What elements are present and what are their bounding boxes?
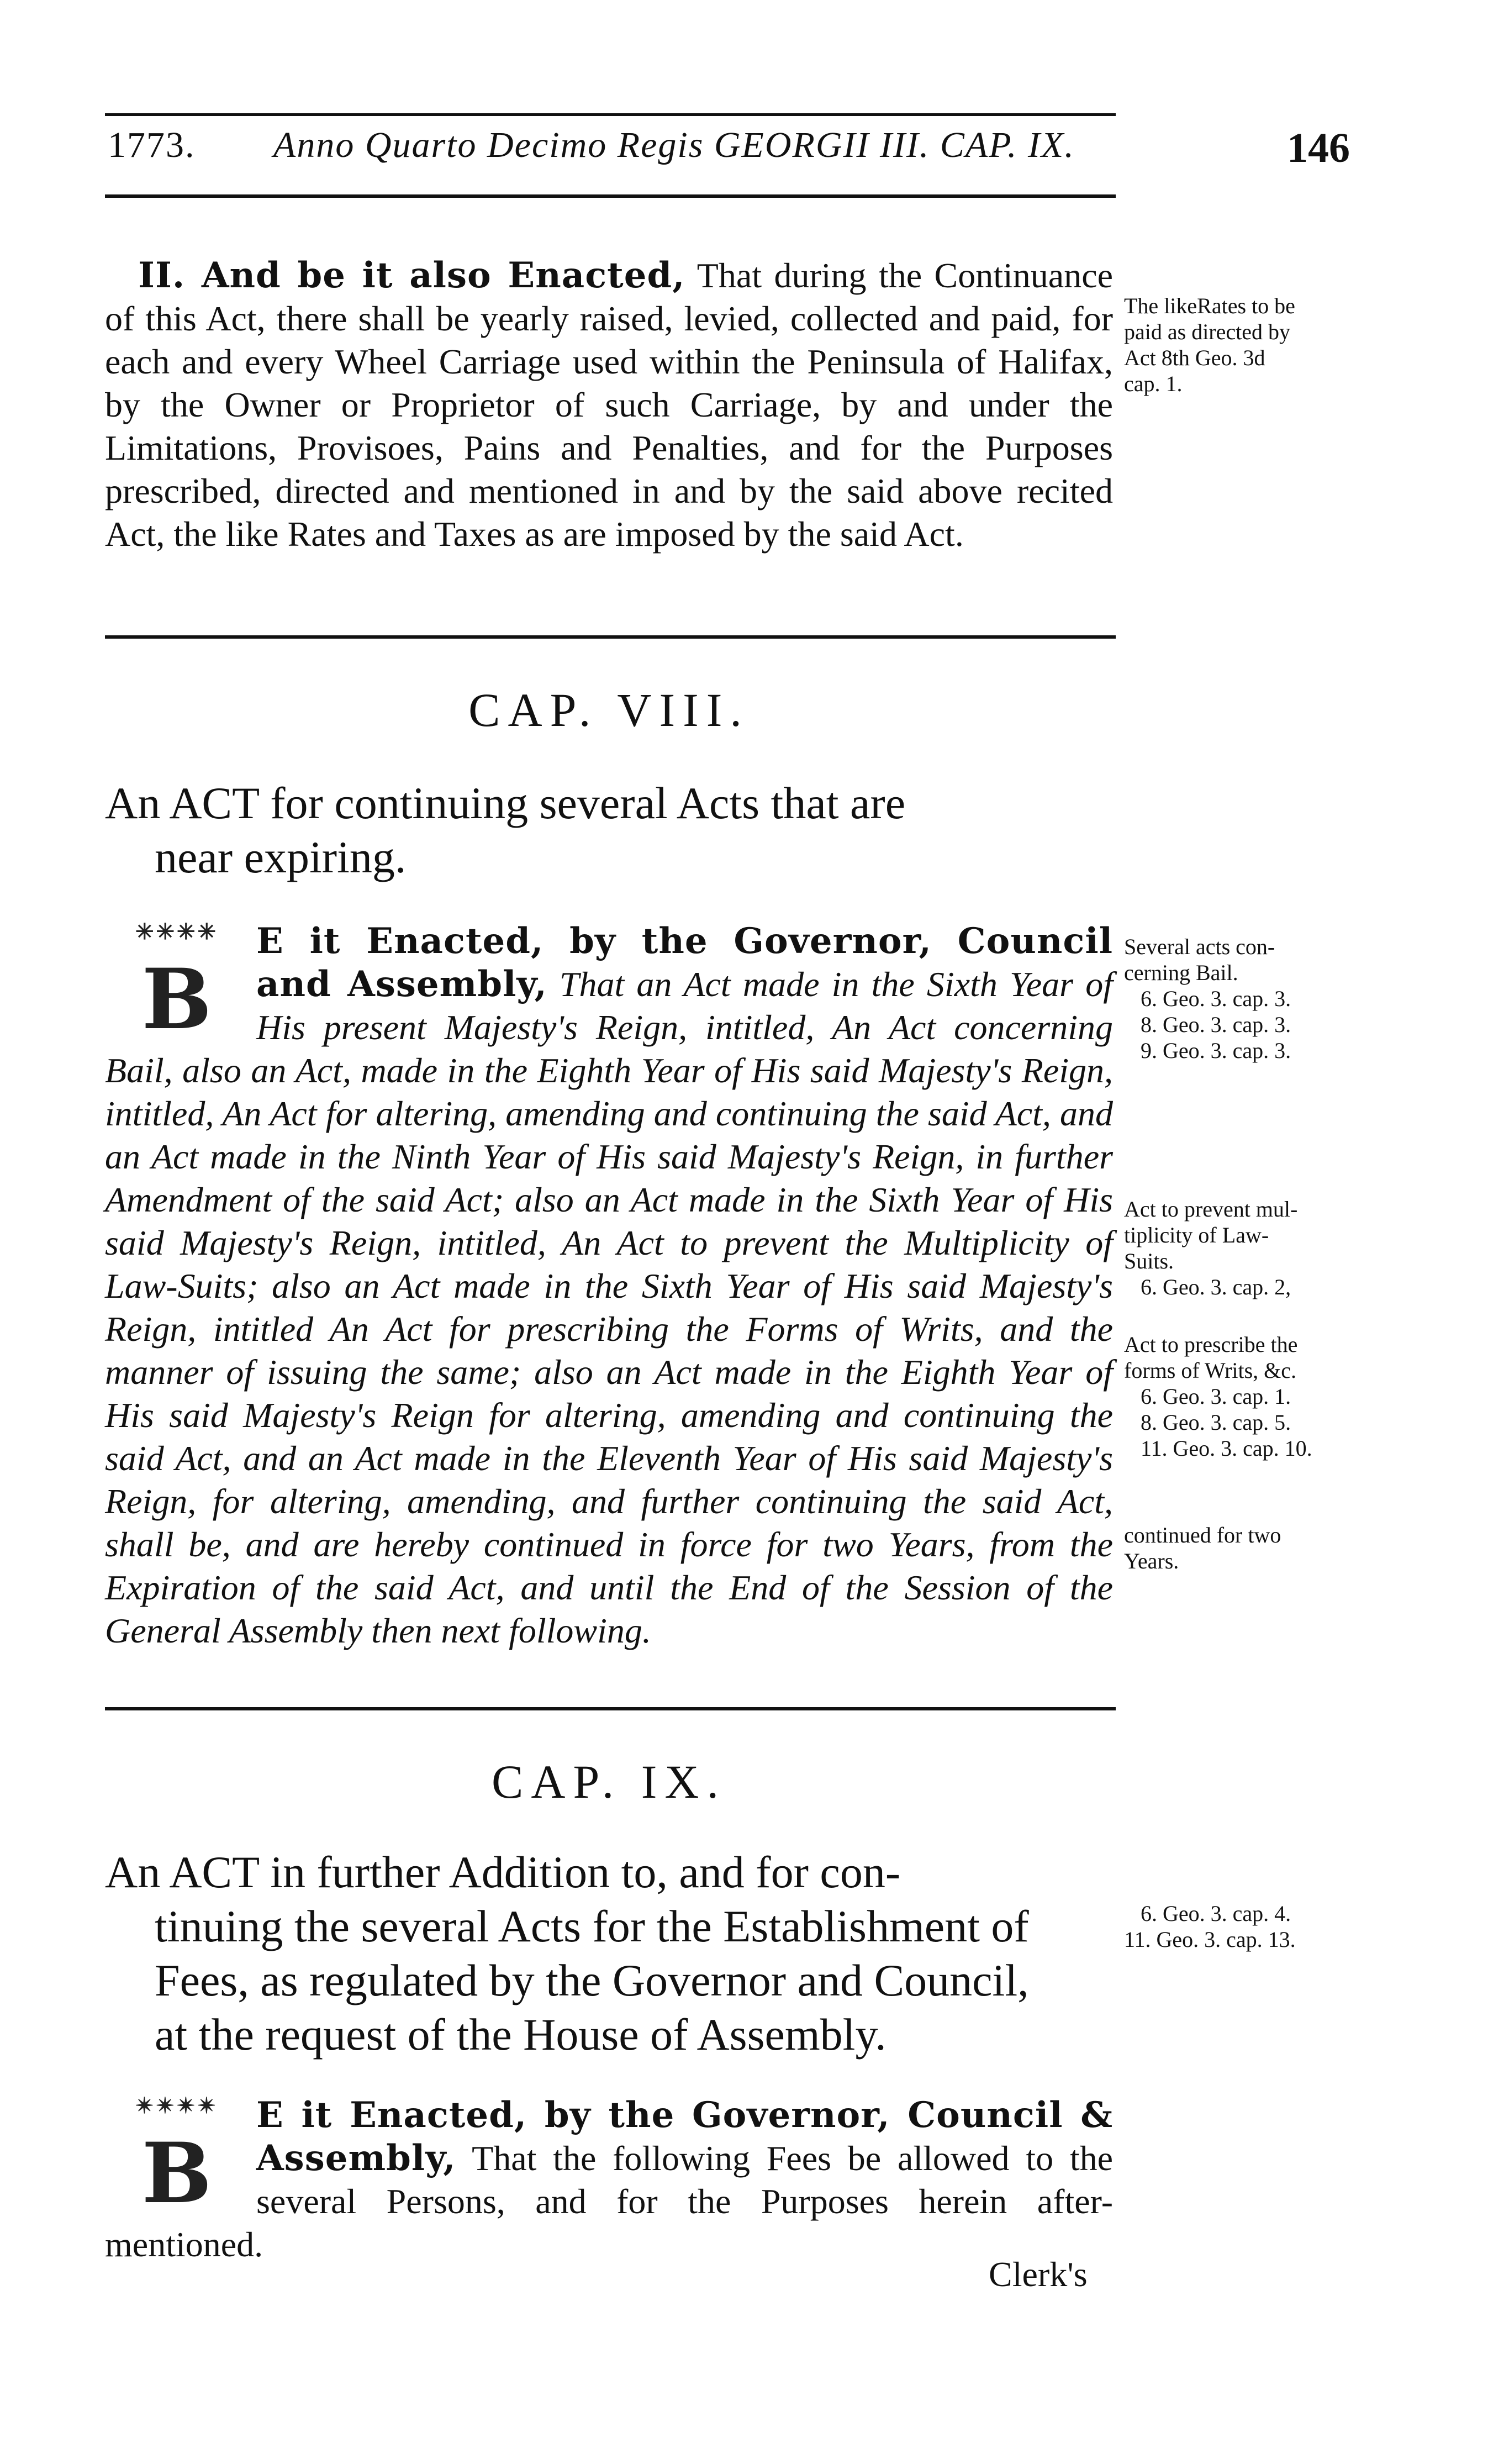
cap-viii-heading: CAP. VIII. <box>468 683 750 736</box>
cap-ix-paragraph <box>105 2094 1113 2266</box>
ornament-icon: ✳✳✳✳ <box>135 919 219 945</box>
ornamental-initial: ✴✴✴✴ B <box>105 2094 249 2204</box>
section-divider <box>105 1707 1116 1710</box>
page-number: 146 <box>1287 125 1350 171</box>
header-year: 1773. <box>108 125 196 165</box>
ornamental-initial: ✳✳✳✳ B <box>105 920 249 1041</box>
ornament-icon: ✴✴✴✴ <box>135 2093 219 2119</box>
cap-viii-note-bail: Several acts con- cerning Bail. 6. Geo. 3. cap. 3. 8. Geo. 3. cap. 3. 9. Geo. 3. cap. 3. <box>1124 934 1291 1063</box>
cap-ix-text: That the following Fees be allowed to the several Persons, and for the Purposes herein after-mentioned. <box>105 2139 1114 2264</box>
section-ii-paragraph <box>105 254 1113 556</box>
cap-ix-lead: E it Enacted, by the Governor, Council & Assembly, <box>256 2094 1113 2179</box>
cap-ix-margin-note: 6. Geo. 3. cap. 4. 11. Geo. 3. cap. 13. <box>1124 1901 1296 1952</box>
cap-viii-note-continued: continued for two Years. <box>1124 1523 1281 1573</box>
section-divider <box>105 635 1116 639</box>
cap-viii-paragraph <box>105 920 1113 1652</box>
header-bottom-rule <box>105 194 1116 198</box>
cap-viii-text: That an Act made in the Sixth Year of His present Majesty's Reign, intitled, An Act concerning Bail, also an Act, made in the Eighth Year of His said Majesty's Reign, intitled, An Act for altering, amending and continuing the said Act, and an Act made in the Ninth Year of His said Majesty's Reign, in further Amendment of the said Act; also an Act made in the Sixth Year of His said Majesty's Reign, intitled, An Act to prevent the Multiplicity of Law-Suits; also an Act made in the Sixth Year of His said Majesty's Reign, intitled An Act for prescribing the Forms of Writs, and the manner of issuing the same; also an Act made in the Eighth Year of His said Majesty's Reign for altering, amending and continuing the said Act, and an Act made in the Eleventh Year of His said Majesty's Reign, for altering, amending, and further continuing the said Act, shall be, and are hereby continued in force for two Years, from the Expiration of the said Act, and until the End of the Session of the General Assembly then next following. <box>105 965 1114 1650</box>
header-title: Anno Quarto Decimo Regis GEORGII III. CAP. IX. <box>273 125 1075 165</box>
section-ii-lead: II. And be it also Enacted, <box>138 255 685 296</box>
cap-ix-heading: CAP. IX. <box>491 1755 726 1808</box>
cap-viii-note-lawsuits: Act to prevent mul- tiplicity of Law- Suits. 6. Geo. 3. cap. 2, <box>1124 1197 1298 1299</box>
section-ii-margin-note: The likeRates to be paid as directed by Act 8th Geo. 3d cap. 1. <box>1124 293 1295 396</box>
cap-viii-lead: E it Enacted, by the Governor, Council and Assembly, <box>256 920 1113 1005</box>
cap-viii-title: An ACT for continuing several Acts that are near expiring. <box>105 778 906 882</box>
cap-viii-note-writs: Act to prescribe the forms of Writs, &c. 6. Geo. 3. cap. 1. 8. Geo. 3. cap. 5. 11. Geo. 3. cap. 10. <box>1124 1332 1312 1461</box>
catchword: Clerk's <box>989 2255 1088 2294</box>
section-ii-text: That during the Continuance of this Act, there shall be yearly raised, levied, collected and paid, for each and every Wheel Carriage used within the Peninsula of Halifax, by the Owner or Proprietor of such Carriage, by and under the Limitations, Provisoes, Pains and Penalties, and for the Purposes prescribed, directed and mentioned in and by the said above recited Act, the like Rates and Taxes as are imposed by the said Act. <box>105 256 1114 554</box>
header-top-rule <box>105 113 1116 116</box>
running-header <box>108 124 1121 174</box>
cap-ix-title: An ACT in further Addition to, and for con- tinuing the several Acts for the Establishment of Fees, as regulated by the Governor and Council, at the request of the House of Assembly. <box>105 1847 1029 2060</box>
